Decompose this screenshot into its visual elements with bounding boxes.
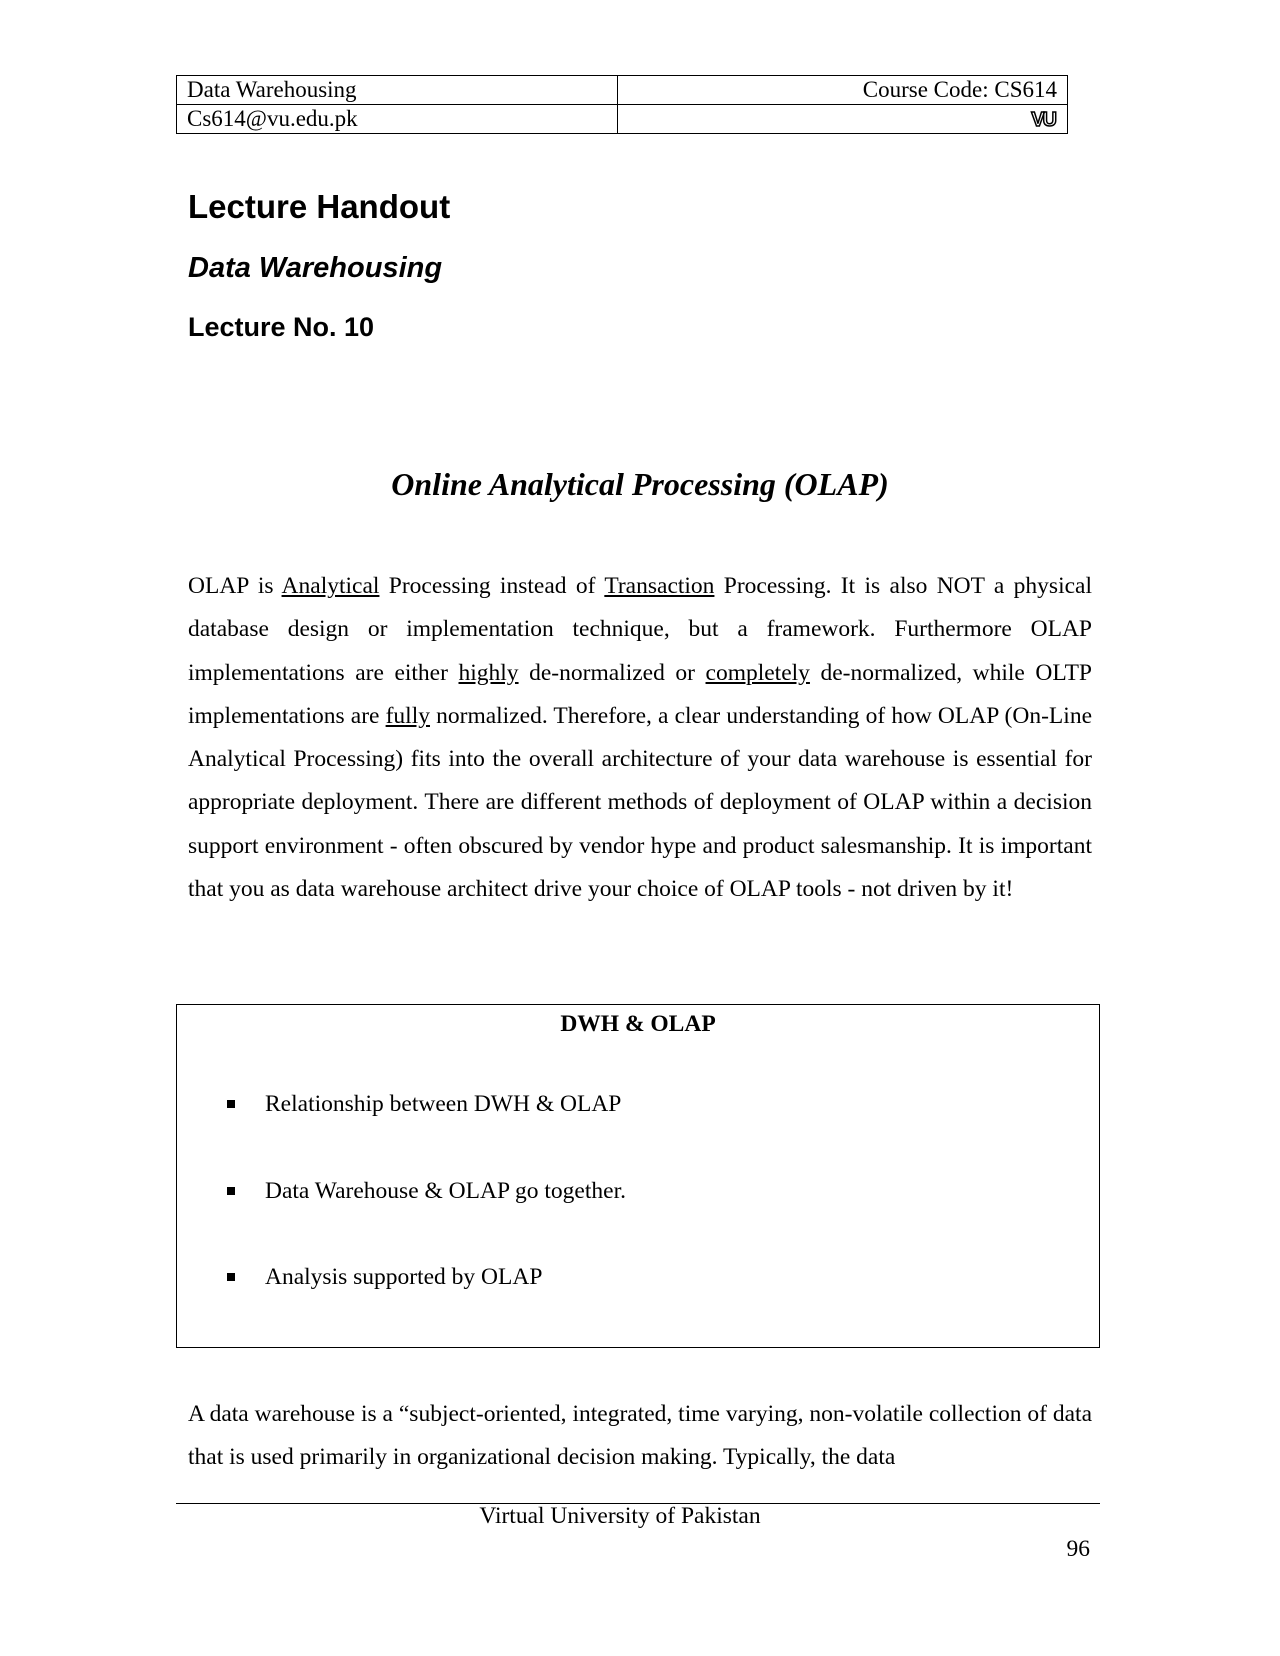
- list-item: Data Warehouse & OLAP go together.: [227, 1178, 626, 1205]
- intro-paragraph: OLAP is Analytical Processing instead of Transaction Processing. It is also NOT a physical database design or implementation technique, but a framework. Furthermore OLAP implementations are either highly de-normalized or completely de-normalized, while OLTP implementations are fully normalized. Therefore, a clear understanding of how OLAP (On-Line Analytical Processing) fits into the overall architecture of your data warehouse is essential for appropriate deployment. There are different methods of deployment of OLAP within a decision support environment - often obscured by vendor hype and product salesmanship. It is important that you as data warehouse architect drive your choice of OLAP tools - not driven by it!: [188, 573, 1092, 903]
- underlined-term: completely: [705, 659, 810, 686]
- document-subtitle: Data Warehousing: [188, 252, 443, 284]
- underlined-term: Analytical: [281, 573, 380, 599]
- underlined-term: Transaction: [604, 573, 715, 599]
- course-email: Cs614@vu.edu.pk: [177, 105, 618, 134]
- list-item: Relationship between DWH & OLAP: [227, 1091, 621, 1118]
- list-item: Analysis supported by OLAP: [227, 1264, 542, 1291]
- underlined-term: fully: [385, 702, 430, 729]
- square-bullet-icon: [227, 1187, 235, 1195]
- footer-institution: Virtual University of Pakistan: [479, 1503, 761, 1529]
- course-name: Data Warehousing: [177, 76, 618, 105]
- course-code: Course Code: CS614: [618, 76, 1068, 105]
- definition-paragraph: A data warehouse is a “subject-oriented, integrated, time varying, non-volatile collection of data that is used primarily in organizational decision making. Typically, the data: [188, 1401, 1092, 1471]
- header-table: [176, 75, 1068, 134]
- page-number: 96: [1066, 1536, 1090, 1562]
- underlined-term: highly: [458, 659, 519, 686]
- vu-logo-icon: VU: [1031, 109, 1055, 131]
- lecture-number: Lecture No. 10: [188, 312, 375, 342]
- summary-box: [176, 1004, 1100, 1348]
- square-bullet-icon: [227, 1273, 235, 1281]
- summary-box-title: DWH & OLAP: [560, 1011, 716, 1037]
- section-heading: Online Analytical Processing (OLAP): [391, 466, 889, 502]
- square-bullet-icon: [227, 1100, 235, 1108]
- document-title: Lecture Handout: [188, 188, 451, 225]
